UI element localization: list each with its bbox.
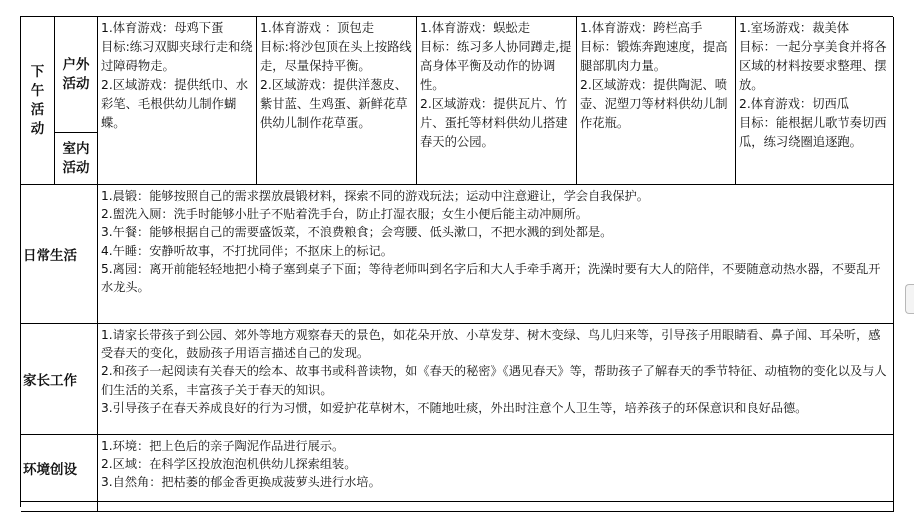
day-cell-line: 目标：锻炼奔跑速度，提高腿部肌肉力量。 [580,40,728,73]
next-row-content-cell [98,502,894,512]
day-cell-line: 目标：一起分享美食并将各区域的材料按要求整理、摆放。 [739,40,887,92]
environment-content [98,435,894,502]
day-cell-line: 2.区域游戏：提供瓦片、竹片、蛋托等材料供幼儿搭建春天的公园。 [420,97,568,149]
daily-life-content [98,185,894,324]
afternoon-label-char: 活 [30,101,45,118]
next-row-label-cell [21,502,98,512]
parent-work-line: 3.引导孩子在春天养成良好的行为习惯，如爱护花草树木，不随地吐痰，外出时注意个人卫生等，培养孩子的环保意识和良好品德。 [101,400,808,415]
day-cell-line: 2.体育游戏：切西瓜 [739,97,850,111]
day-cell-1 [98,17,257,185]
afternoon-activity-label [21,17,55,185]
daily-life-line: 2.盥洗入厕：洗手时能够小肚子不贴着洗手台，防止打湿衣服；女生小便后能主动冲厕所。 [101,207,588,222]
day-cell-3 [417,17,577,185]
parent-work-label-text: 家长工作 [23,373,77,389]
daily-life-label [21,185,98,324]
environment-label-text: 环境创设 [23,462,77,478]
daily-life-line: 5.离园：离开前能轻轻地把小椅子塞到桌子下面；等待老师叫到名字后和大人手牵手离开；洗澡时要有大人的陪伴，不要随意动热水器，不要乱开水龙头。 [101,261,881,295]
day-cell-line: 1.体育游戏 ：顶包走 [260,21,375,35]
environment-line: 2.区域：在科学区投放泡泡机供幼儿探索组装。 [101,457,357,472]
day-cell-line: 2.区域游戏：提供纸巾、水彩笔、毛根供幼儿制作蝴蝶。 [101,78,248,130]
afternoon-label-char: 午 [30,82,45,99]
day-cell-4 [577,17,736,185]
afternoon-label-char: 下 [30,63,45,80]
parent-work-content [98,324,894,435]
day-cell-2 [257,17,417,185]
day-cell-5 [736,17,894,185]
schedule-table [20,16,893,507]
environment-label [21,435,98,502]
day-cell-line: 1.体育游戏：蜈蚣走 [420,21,531,35]
daily-life-line: 4.午睡：安静听故事，不打扰同伴；不抠床上的标记。 [101,243,393,258]
indoor-label-line: 室内 [62,140,90,157]
outdoor-label-line: 活动 [62,75,90,92]
day-cell-line: 1.体育游戏：跨栏高手 [580,21,703,35]
outdoor-label-line: 户外 [62,56,90,73]
day-cell-line: 目标:将沙包顶在头上按路线走，尽量保持平衡。 [260,40,412,73]
parent-work-line: 2.和孩子一起阅读有关春天的绘本、故事书或科普读物，如《春天的秘密》《遇见春天》等，帮助孩子了解春天的季节特征、动植物的变化以及与人们生活的关系，丰富孩子关于春天的知识。 [101,364,887,397]
day-cell-line: 目标:练习双脚夹球行走和绕过障碍物走。 [101,40,253,73]
day-cell-line: 2.区域游戏：提供陶泥、喷壶、泥塑刀等材料供幼儿制作花瓶。 [580,78,728,130]
day-cell-line: 1.室场游戏：裁美体 [739,21,850,35]
parent-work-label [21,324,98,435]
environment-line: 3.自然角：把枯萎的郁金香更换成菠萝头进行水培。 [101,475,381,490]
afternoon-label-char: 动 [30,120,45,137]
parent-work-line: 1.请家长带孩子到公园、郊外等地方观察春天的景色，如花朵开放、小草发芽、树木变绿、鸟儿归来等，引导孩子用眼睛看、鼻子闻、耳朵听，感受春天的变化，鼓励孩子用语言描述自己的发现。 [101,328,881,361]
indoor-activity-label [55,133,98,185]
day-cell-line: 1.体育游戏：母鸡下蛋 [101,21,224,35]
day-cell-line: 目标：练习多人协同蹲走,提高身体平衡及动作的协调性。 [420,40,572,92]
daily-life-label-text: 日常生活 [23,248,77,264]
side-scroll-handle[interactable] [905,284,914,314]
indoor-label-line: 活动 [62,159,90,176]
day-cell-line: 2.区域游戏：提供洋葱皮、紫甘蓝、生鸡蛋、新鲜花草供幼儿制作花草蛋。 [260,78,408,130]
environment-line: 1.环境：把上色后的亲子陶泥作品进行展示。 [101,439,345,453]
daily-life-line: 1.晨锻：能够按照自己的需求摆放晨锻材料，探索不同的游戏玩法；运动中注意避让，学会自我保护。 [101,189,649,203]
daily-life-line: 3.午餐：能够根据自己的需要盛饭菜，不浪费粮食；会弯腰、低头漱口，不把水溅的到处都是。 [101,225,613,240]
day-cell-line: 目标：能根据儿歌节奏切西瓜，练习绕圈追逐跑。 [739,116,887,149]
outdoor-activity-label [55,17,98,133]
